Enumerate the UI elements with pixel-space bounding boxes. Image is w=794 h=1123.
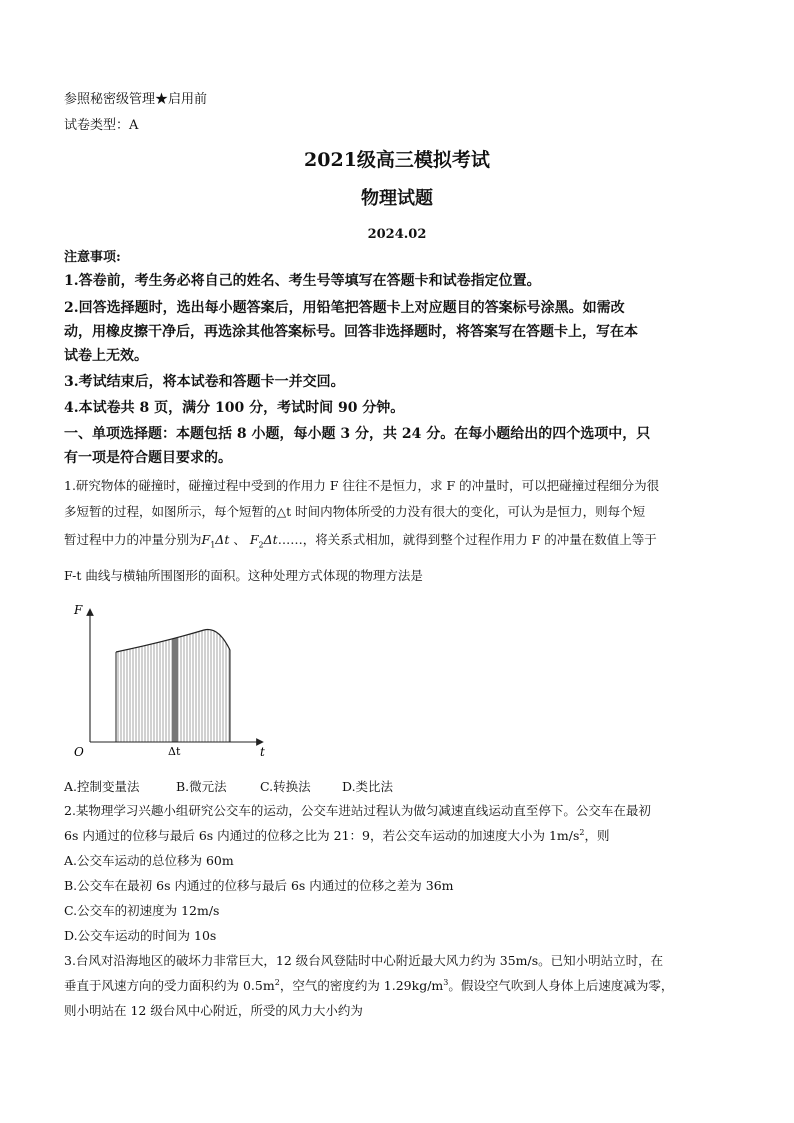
q1-line-1: 1.研究物体的碰撞时，碰撞过程中受到的作用力 F 往往不是恒力，求 F 的冲量时，可以把碰撞过程细分为很 bbox=[64, 478, 660, 493]
q2-line-1: 2.某物理学习兴趣小组研究公交车的运动，公交车进站过程认为做匀减速直线运动直至停下。公交车在最初 bbox=[64, 803, 651, 818]
subject-title: 物理试题 bbox=[361, 188, 433, 209]
x-axis-label: t bbox=[260, 745, 265, 759]
secret-level-line: 参照秘密级管理★启用前 bbox=[64, 92, 208, 107]
q1-option-d: D.类比法 bbox=[342, 779, 394, 794]
q1-line-3: 暂过程中力的冲量分别为$F_1\Delta t$ 、 $F_2\Delta t\dots\dots$，将关系式相加，就得到整个过程作用力 F 的冲量在数值上等于 bbox=[64, 532, 657, 550]
q1-option-c: C.转换法 bbox=[260, 779, 311, 794]
paper-type-line: 试卷类型：A bbox=[64, 118, 139, 133]
force-time-figure bbox=[64, 600, 274, 760]
notice-line-3: 动，用橡皮擦干净后，再选涂其他答案标号。回答非选择题时，将答案写在答题卡上，写在本 bbox=[64, 324, 638, 340]
section-heading-line-1: 一、单项选择题：本题包括 8 小题，每小题 3 分，共 24 分。在每小题给出的四个选项中，只 bbox=[64, 426, 651, 442]
origin-label: O bbox=[74, 745, 84, 759]
notice-line-5: 3.考试结束后，将本试卷和答题卡一并交回。 bbox=[64, 374, 345, 390]
notice-line-4: 试卷上无效。 bbox=[64, 348, 148, 364]
q3-line-2: 垂直于风速方向的受力面积约为 $0.5m^2$，空气的密度约为 $1.29kg/m^3$。假设空气吹到人身体上后速度减为零， bbox=[64, 978, 674, 993]
q3-line-3: 则小明站在 12 级台风中心附近，所受的风力大小约为 bbox=[64, 1003, 363, 1018]
q1-option-b: B.微元法 bbox=[176, 779, 227, 794]
notice-line-1: 1.答卷前，考生务必将自己的姓名、考生号等填写在答题卡和试卷指定位置。 bbox=[64, 273, 541, 289]
section-heading-line-2: 有一项是符合题目要求的。 bbox=[64, 450, 232, 466]
q1-option-a: A.控制变量法 bbox=[64, 779, 140, 794]
exam-title: 2021级高三模拟考试 bbox=[304, 149, 490, 171]
q1-line-4: F-t 曲线与横轴所围图形的面积。这种处理方式体现的物理方法是 bbox=[64, 568, 423, 583]
q2-line-2: 6s 内通过的位移与最后 6s 内通过的位移之比为 21：9，若公交车运动的加速度大小为 $1m/s^2$，则 bbox=[64, 828, 610, 843]
notice-heading: 注意事项: bbox=[64, 250, 121, 265]
y-axis-label: F bbox=[74, 603, 83, 617]
dt-strip bbox=[172, 600, 178, 742]
q1-line-2: 多短暂的过程，如图所示，每个短暂的△t 时间内物体所受的力没有很大的变化，可认为是恒力，则每个短 bbox=[64, 504, 646, 519]
q2-option-d: D.公交车运动的时间为 10s bbox=[64, 928, 217, 943]
notice-line-2: 2.回答选择题时，选出每小题答案后，用铅笔把答题卡上对应题目的答案标号涂黑。如需改 bbox=[64, 300, 625, 316]
exam-date: 2024.02 bbox=[367, 227, 427, 242]
notice-line-6: 4.本试卷共 8 页，满分 100 分，考试时间 90 分钟。 bbox=[64, 400, 405, 416]
q2-option-a: A.公交车运动的总位移为 60m bbox=[64, 853, 234, 868]
q2-option-b: B.公交车在最初 6s 内通过的位移与最后 6s 内通过的位移之差为 36m bbox=[64, 878, 454, 893]
q2-option-c: C.公交车的初速度为 12m/s bbox=[64, 903, 220, 918]
q3-line-1: 3.台风对沿海地区的破坏力非常巨大，12 级台风登陆时中心附近最大风力约为 35m/s。已知小明站立时，在 bbox=[64, 953, 664, 968]
dt-label: Δt bbox=[168, 745, 181, 758]
